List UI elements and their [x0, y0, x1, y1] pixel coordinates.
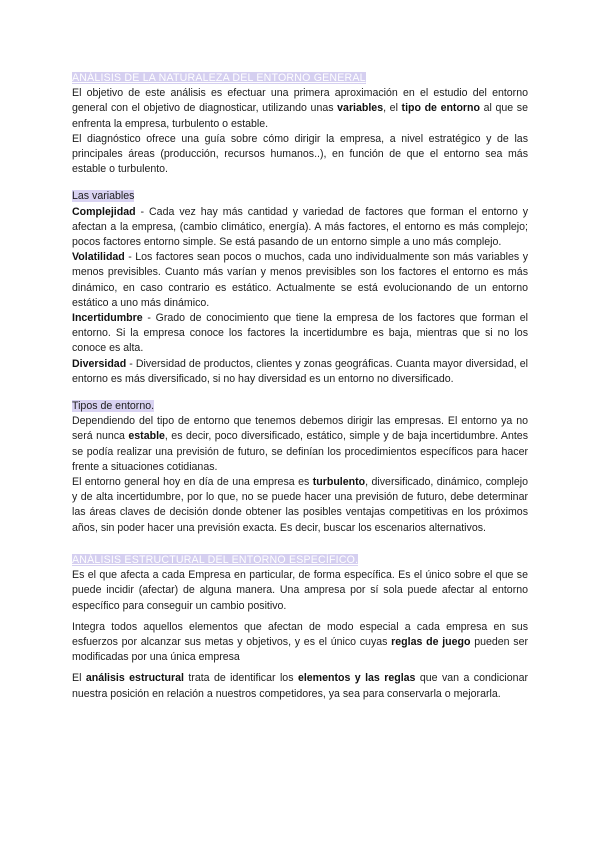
text-run: - Los factores sean pocos o muchos, cada uno individualmente son más variables y menos previsibles. Cuanto más varían y menos previsibles son los factores el entorno es más dinámico, en caso contrario es estático. Actualmente se está evolucionando de un entorno estático a uno más dinámico. [72, 251, 528, 309]
diagnostic-paragraph: El diagnóstico ofrece una guía sobre cómo dirigir la empresa, a nivel estratégico y de las principales áreas (producción, recursos humanos..), en función de que el entorno sea más estable o turbulento. [72, 132, 528, 176]
bold-term-variables: variables [337, 102, 384, 115]
document-page [72, 71, 528, 702]
text-run: al que se enfrenta la empresa, turbulento o estable. [72, 102, 528, 130]
variable-complejidad [72, 205, 528, 251]
section-heading-naturaleza [72, 71, 528, 86]
especifico-paragraph-1: Es el que afecta a cada Empresa en particular, de forma específica. Es el único sobre el que se puede incidir (afectar) de alguna manera. Una ampresa por sí sola puede afectar al entorno específico para conseguir un cambio positivo. [72, 569, 528, 612]
text-run: , es decir, poco diversificado, estático, simple y de baja incertidumbre. Antes se podía realizar una previsión de futuro, se definían los procedimientos específicos para hacer frente a situaciones cotidianas. [72, 430, 528, 473]
variable-volatilidad [72, 250, 528, 311]
section-heading-text: ANÁLISIS ESTRUCTURAL DEL ENTORNO ESPECÍFICO. [72, 553, 359, 566]
subheading-variables [72, 189, 528, 204]
especifico-paragraph-2 [72, 620, 528, 666]
text-run: Dependiendo del tipo de entorno que tenemos debemos dirigir las empresas. El entorno ya no será nunca [72, 415, 528, 443]
text-run: , el [383, 102, 402, 115]
subheading-variables-text: Las variables [72, 190, 135, 203]
tipos-paragraph-2 [72, 475, 528, 536]
bold-term-estable: estable [128, 430, 165, 443]
subheading-tipos-text: Tipos de entorno. [72, 400, 155, 413]
bold-term-elementos-reglas: elementos y las reglas [297, 672, 416, 685]
bold-term-analisis-estructural: análisis estructural [85, 672, 184, 685]
text-run: Integra todos aquellos elementos que afectan de modo especial a cada empresa en sus esfuerzos por alcanzar sus metas y objetivos, y es el único cuyas [72, 620, 528, 648]
text-run: trata de identificar los [183, 672, 298, 685]
section-heading-text: ANÁLISIS DE LA NATURALEZA DEL ENTORNO GENERAL [72, 72, 366, 84]
term-incertidumbre: Incertidumbre [72, 312, 143, 325]
variable-diversidad [72, 357, 528, 387]
text-run: , diversificado, dinámico, complejo y de alta incertidumbre, por lo que, no se puede hacer una previsión de futuro, debe determinar las áreas claves de decisión donde obtener las posibles ventajas competitivas en los próximos años, sin poder hacer una previsión exacta. Es decir, buscar los escenarios alternativos. [72, 476, 528, 534]
bold-term-reglas-juego: reglas de juego [391, 635, 471, 648]
text-run: El entorno general hoy en día de una empresa es [72, 476, 313, 489]
term-volatilidad: Volatilidad [72, 251, 125, 264]
text-run: que van a condicionar nuestra posición en relación a nuestros competidores, ya sea para conservarla o mejorarla. [72, 672, 528, 700]
section-heading-estructural [72, 553, 528, 568]
text-run: pueden ser modificadas por una única empresa [72, 635, 528, 664]
variable-incertidumbre [72, 311, 528, 357]
bold-term-turbulento: turbulento [312, 476, 366, 489]
text-run: - Grado de conocimiento que tiene la empresa de los factores que forman el entorno. Si la empresa conoce los factores la incertidumbre es baja, mientras que si no los conoce es alta. [72, 312, 528, 355]
bold-term-tipo-entorno: tipo de entorno [401, 102, 480, 115]
text-run: El [72, 672, 86, 685]
especifico-paragraph-3 [72, 671, 528, 701]
text-run: - Cada vez hay más cantidad y variedad de factores que forman el entorno y afectan a la empresa, (cambio climático, energía). A más factores, el entorno es más complejo; pocos factores entorno simple. Se está pasando de un entorno simple a uno más complejo. [72, 205, 528, 249]
term-diversidad: Diversidad [72, 357, 127, 370]
text-run: El objetivo de este análisis es efectuar una primera aproximación en el estudio del entorno general con el objetivo de diagnosticar, utilizando unas [72, 87, 528, 115]
text-run: - Diversidad de productos, clientes y zonas geográficas. Cuanta mayor diversidad, el entorno es más diversificado, si no hay diversidad es un entorno no diversificado. [72, 357, 528, 385]
tipos-paragraph-1 [72, 414, 528, 475]
subheading-tipos [72, 399, 528, 414]
term-complejidad: Complejidad [72, 205, 136, 218]
intro-paragraph [72, 86, 528, 132]
